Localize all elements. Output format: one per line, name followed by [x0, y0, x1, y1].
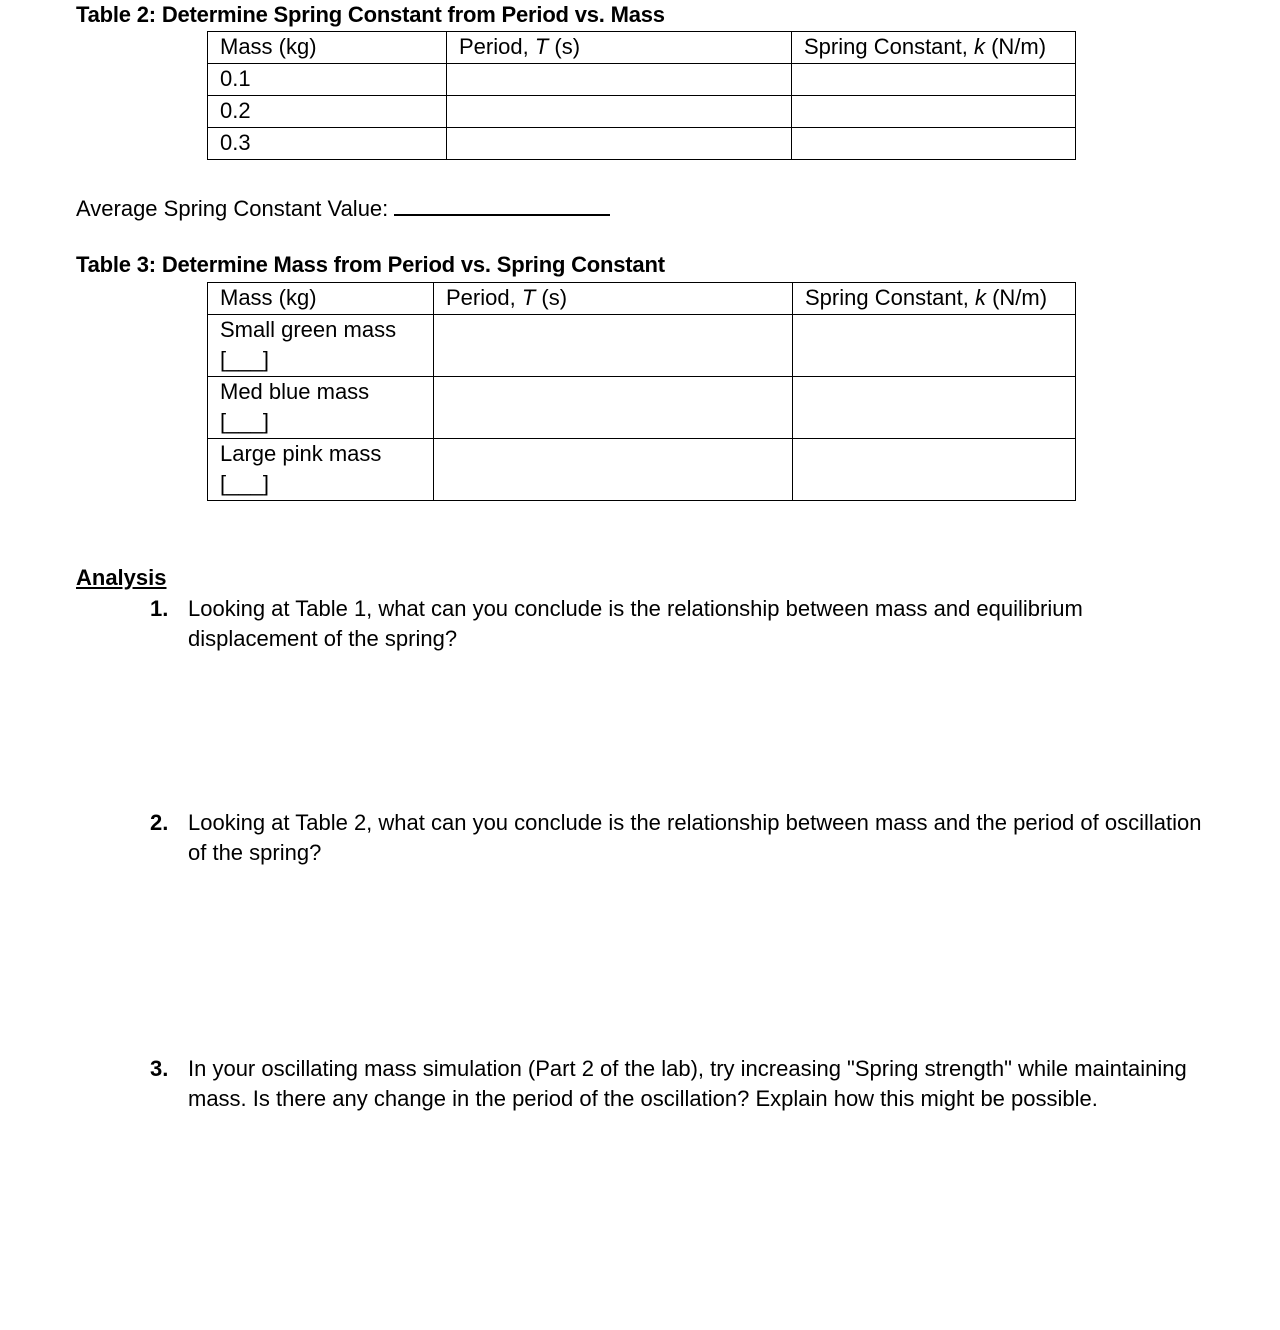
- question-number: 2.: [150, 810, 169, 835]
- table3-mass-cell: [208, 377, 434, 439]
- table3-mass-cell: [208, 315, 434, 377]
- mass-label: Med blue mass: [220, 379, 370, 404]
- table2-header-period: Period, T (s): [447, 32, 792, 64]
- question-text: In your oscillating mass simulation (Part 2 of the lab), try increasing "Spring strength" while maintaining mass. Is there any change in the period of the oscillation? Explain how this might be possible.: [188, 1056, 1187, 1111]
- average-label: Average Spring Constant Value:: [76, 196, 389, 221]
- mass-value-blank[interactable]: [___]: [220, 347, 269, 372]
- table2-mass-cell: 0.3: [208, 128, 447, 160]
- mass-value-blank[interactable]: [___]: [220, 471, 269, 496]
- table-row: [208, 96, 1076, 128]
- table2-period-cell[interactable]: [447, 64, 792, 96]
- question-3: [150, 1054, 1210, 1114]
- mass-label: Small green mass: [220, 317, 397, 342]
- table3-header-mass: Mass (kg): [208, 283, 434, 315]
- table2-mass-cell: 0.1: [208, 64, 447, 96]
- table2-title: Table 2: Determine Spring Constant from Period vs. Mass: [76, 2, 665, 27]
- table2-header-row: [208, 32, 1076, 64]
- table-row: [208, 439, 1076, 501]
- mass-value-blank[interactable]: [___]: [220, 409, 269, 434]
- table2-period-cell[interactable]: [447, 96, 792, 128]
- table3-spring-cell[interactable]: [793, 377, 1076, 439]
- question-number: 1.: [150, 596, 169, 621]
- question-text: Looking at Table 1, what can you conclude is the relationship between mass and equilibrium displacement of the spring?: [188, 596, 1083, 651]
- table3-header-period: Period, T (s): [434, 283, 793, 315]
- mass-label: Large pink mass: [220, 441, 382, 466]
- table-row: [208, 64, 1076, 96]
- table2-spring-cell[interactable]: [792, 64, 1076, 96]
- question-1: [150, 594, 1210, 654]
- table3-mass-cell: [208, 439, 434, 501]
- table-row: [208, 128, 1076, 160]
- analysis-heading: Analysis: [76, 565, 167, 590]
- table2-header-spring-constant: Spring Constant, k (N/m): [792, 32, 1076, 64]
- table3-header-spring-constant: Spring Constant, k (N/m): [793, 283, 1076, 315]
- table-row: [208, 377, 1076, 439]
- table3-spring-cell[interactable]: [793, 315, 1076, 377]
- question-number: 3.: [150, 1056, 169, 1081]
- average-answer-blank[interactable]: [394, 190, 610, 216]
- table2-spring-cell[interactable]: [792, 96, 1076, 128]
- question-2: [150, 808, 1210, 868]
- table3: [207, 282, 1076, 501]
- question-text: Looking at Table 2, what can you conclude is the relationship between mass and the period of oscillation of the spring?: [188, 810, 1202, 865]
- table-row: [208, 315, 1076, 377]
- table2-period-cell[interactable]: [447, 128, 792, 160]
- table3-period-cell[interactable]: [434, 439, 793, 501]
- table3-period-cell[interactable]: [434, 377, 793, 439]
- table3-spring-cell[interactable]: [793, 439, 1076, 501]
- table2: [207, 31, 1076, 160]
- table2-spring-cell[interactable]: [792, 128, 1076, 160]
- table3-header-row: [208, 283, 1076, 315]
- table3-title: Table 3: Determine Mass from Period vs. Spring Constant: [76, 252, 665, 277]
- table3-period-cell[interactable]: [434, 315, 793, 377]
- table2-header-mass: Mass (kg): [208, 32, 447, 64]
- average-spring-constant: [76, 190, 610, 222]
- table2-mass-cell: 0.2: [208, 96, 447, 128]
